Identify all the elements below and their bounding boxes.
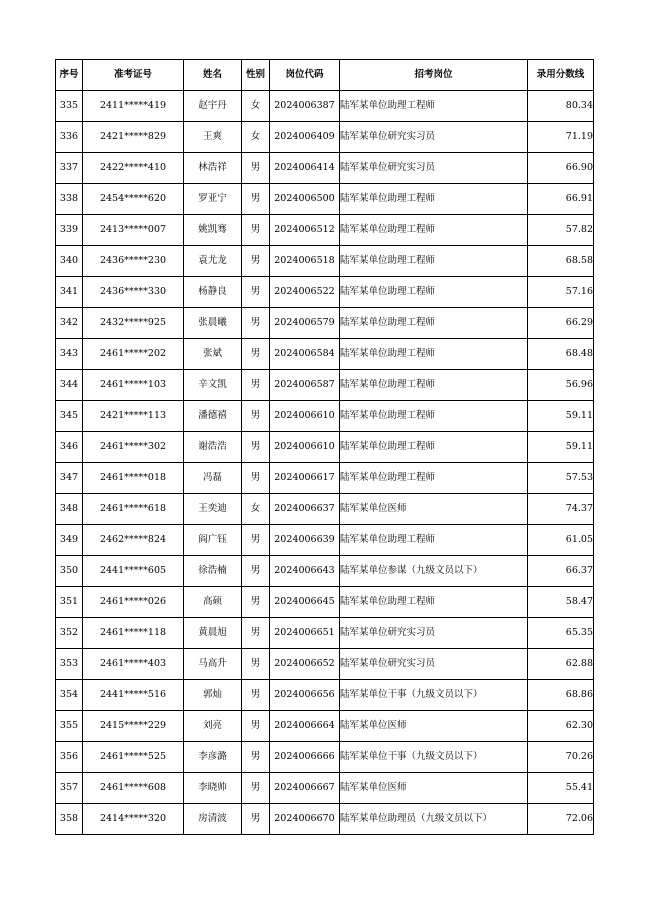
ticket-number-cell: 2454*****620 <box>83 184 184 215</box>
name-cell: 潘德禧 <box>184 401 242 432</box>
position-cell: 陆军某单位研究实习员 <box>340 618 528 649</box>
position-cell: 陆军某单位干事（九级文员以下） <box>340 742 528 773</box>
score-line-cell: 70.26 <box>528 742 594 773</box>
table-row <box>56 711 594 742</box>
serial-cell: 340 <box>56 246 83 277</box>
position-code-cell: 2024006409 <box>270 122 340 153</box>
ticket-number-cell: 2441*****605 <box>83 556 184 587</box>
table-row <box>56 432 594 463</box>
position-cell: 陆军某单位医师 <box>340 773 528 804</box>
serial-cell: 357 <box>56 773 83 804</box>
score-line-cell: 80.34 <box>528 91 594 122</box>
ticket-number-cell: 2422*****410 <box>83 153 184 184</box>
gender-cell: 男 <box>242 277 270 308</box>
ticket-number-cell: 2461*****202 <box>83 339 184 370</box>
name-cell: 徐浩楠 <box>184 556 242 587</box>
score-line-cell: 62.30 <box>528 711 594 742</box>
position-cell: 陆军某单位助理工程师 <box>340 370 528 401</box>
position-cell: 陆军某单位助理工程师 <box>340 401 528 432</box>
position-cell: 陆军某单位助理员（九级文员以下） <box>340 804 528 835</box>
name-cell: 张斌 <box>184 339 242 370</box>
position-code-cell: 2024006617 <box>270 463 340 494</box>
ticket-number-cell: 2461*****525 <box>83 742 184 773</box>
serial-cell: 348 <box>56 494 83 525</box>
position-cell: 陆军某单位助理工程师 <box>340 91 528 122</box>
position-cell: 陆军某单位助理工程师 <box>340 339 528 370</box>
name-cell: 冯磊 <box>184 463 242 494</box>
table-row <box>56 370 594 401</box>
ticket-number-cell: 2432*****925 <box>83 308 184 339</box>
position-code-cell: 2024006664 <box>270 711 340 742</box>
gender-cell: 男 <box>242 711 270 742</box>
score-line-cell: 57.53 <box>528 463 594 494</box>
score-line-cell: 66.90 <box>528 153 594 184</box>
score-line-cell: 65.35 <box>528 618 594 649</box>
score-line-cell: 66.91 <box>528 184 594 215</box>
name-cell: 袁尤龙 <box>184 246 242 277</box>
ticket-number-cell: 2421*****829 <box>83 122 184 153</box>
serial-cell: 342 <box>56 308 83 339</box>
ticket-number-cell: 2415*****229 <box>83 711 184 742</box>
ticket-number-cell: 2461*****403 <box>83 649 184 680</box>
table-row <box>56 773 594 804</box>
serial-cell: 358 <box>56 804 83 835</box>
score-line-cell: 66.37 <box>528 556 594 587</box>
serial-cell: 350 <box>56 556 83 587</box>
position-code-cell: 2024006387 <box>270 91 340 122</box>
table-row <box>56 246 594 277</box>
gender-cell: 女 <box>242 122 270 153</box>
position-code-cell: 2024006670 <box>270 804 340 835</box>
table-row <box>56 463 594 494</box>
name-cell: 刘亮 <box>184 711 242 742</box>
gender-cell: 男 <box>242 401 270 432</box>
table-row <box>56 339 594 370</box>
table-header-row <box>56 60 594 91</box>
name-cell: 辛文凯 <box>184 370 242 401</box>
gender-cell: 男 <box>242 618 270 649</box>
gender-cell: 男 <box>242 742 270 773</box>
name-cell: 王奕迪 <box>184 494 242 525</box>
score-line-cell: 66.29 <box>528 308 594 339</box>
ticket-number-cell: 2421*****113 <box>83 401 184 432</box>
gender-cell: 女 <box>242 91 270 122</box>
serial-cell: 341 <box>56 277 83 308</box>
serial-cell: 344 <box>56 370 83 401</box>
position-code-cell: 2024006656 <box>270 680 340 711</box>
position-code-cell: 2024006652 <box>270 649 340 680</box>
position-code-cell: 2024006651 <box>270 618 340 649</box>
table-row <box>56 308 594 339</box>
table-row <box>56 556 594 587</box>
position-cell: 陆军某单位研究实习员 <box>340 649 528 680</box>
name-cell: 杨静良 <box>184 277 242 308</box>
position-cell: 陆军某单位助理工程师 <box>340 184 528 215</box>
score-line-cell: 72.06 <box>528 804 594 835</box>
gender-cell: 男 <box>242 153 270 184</box>
ticket-number-cell: 2461*****026 <box>83 587 184 618</box>
header-ticket-number: 准考证号 <box>83 60 184 91</box>
position-code-cell: 2024006584 <box>270 339 340 370</box>
position-cell: 陆军某单位研究实习员 <box>340 122 528 153</box>
serial-cell: 339 <box>56 215 83 246</box>
table-row <box>56 587 594 618</box>
ticket-number-cell: 2462*****824 <box>83 525 184 556</box>
serial-cell: 337 <box>56 153 83 184</box>
score-line-cell: 57.16 <box>528 277 594 308</box>
score-line-cell: 68.48 <box>528 339 594 370</box>
serial-cell: 338 <box>56 184 83 215</box>
header-name: 姓名 <box>184 60 242 91</box>
score-line-cell: 68.86 <box>528 680 594 711</box>
position-cell: 陆军某单位助理工程师 <box>340 432 528 463</box>
gender-cell: 男 <box>242 308 270 339</box>
position-cell: 陆军某单位参谋（九级文员以下） <box>340 556 528 587</box>
gender-cell: 男 <box>242 525 270 556</box>
table-row <box>56 122 594 153</box>
ticket-number-cell: 2461*****608 <box>83 773 184 804</box>
table-row <box>56 184 594 215</box>
serial-cell: 335 <box>56 91 83 122</box>
score-line-cell: 59.11 <box>528 432 594 463</box>
name-cell: 赵宇丹 <box>184 91 242 122</box>
table-row <box>56 401 594 432</box>
gender-cell: 男 <box>242 215 270 246</box>
score-line-cell: 55.41 <box>528 773 594 804</box>
position-code-cell: 2024006522 <box>270 277 340 308</box>
score-line-cell: 59.11 <box>528 401 594 432</box>
gender-cell: 男 <box>242 432 270 463</box>
gender-cell: 女 <box>242 494 270 525</box>
ticket-number-cell: 2441*****516 <box>83 680 184 711</box>
position-cell: 陆军某单位干事（九级文员以下） <box>340 680 528 711</box>
table-row <box>56 804 594 835</box>
position-cell: 陆军某单位助理工程师 <box>340 308 528 339</box>
serial-cell: 351 <box>56 587 83 618</box>
gender-cell: 男 <box>242 246 270 277</box>
position-code-cell: 2024006610 <box>270 432 340 463</box>
header-score-line: 录用分数线 <box>528 60 594 91</box>
serial-cell: 343 <box>56 339 83 370</box>
table-row <box>56 525 594 556</box>
ticket-number-cell: 2461*****018 <box>83 463 184 494</box>
serial-cell: 355 <box>56 711 83 742</box>
serial-cell: 353 <box>56 649 83 680</box>
ticket-number-cell: 2411*****419 <box>83 91 184 122</box>
position-cell: 陆军某单位医师 <box>340 711 528 742</box>
table-body <box>56 91 594 835</box>
header-position: 招考岗位 <box>340 60 528 91</box>
score-line-cell: 56.96 <box>528 370 594 401</box>
name-cell: 王爽 <box>184 122 242 153</box>
table-row <box>56 153 594 184</box>
position-code-cell: 2024006645 <box>270 587 340 618</box>
position-cell: 陆军某单位助理工程师 <box>340 587 528 618</box>
score-line-cell: 58.47 <box>528 587 594 618</box>
table-row <box>56 494 594 525</box>
table-row <box>56 277 594 308</box>
position-code-cell: 2024006667 <box>270 773 340 804</box>
gender-cell: 男 <box>242 587 270 618</box>
ticket-number-cell: 2436*****230 <box>83 246 184 277</box>
score-line-cell: 74.37 <box>528 494 594 525</box>
name-cell: 谢浩浩 <box>184 432 242 463</box>
name-cell: 高硕 <box>184 587 242 618</box>
ticket-number-cell: 2461*****302 <box>83 432 184 463</box>
gender-cell: 男 <box>242 649 270 680</box>
gender-cell: 男 <box>242 804 270 835</box>
ticket-number-cell: 2413*****007 <box>83 215 184 246</box>
score-line-cell: 62.88 <box>528 649 594 680</box>
table-row <box>56 649 594 680</box>
position-code-cell: 2024006643 <box>270 556 340 587</box>
ticket-number-cell: 2461*****103 <box>83 370 184 401</box>
header-position-code: 岗位代码 <box>270 60 340 91</box>
table-row <box>56 680 594 711</box>
header-gender: 性别 <box>242 60 270 91</box>
position-cell: 陆军某单位医师 <box>340 494 528 525</box>
position-code-cell: 2024006587 <box>270 370 340 401</box>
table-row <box>56 91 594 122</box>
header-serial: 序号 <box>56 60 83 91</box>
position-cell: 陆军某单位研究实习员 <box>340 153 528 184</box>
name-cell: 房清波 <box>184 804 242 835</box>
serial-cell: 336 <box>56 122 83 153</box>
table-row <box>56 618 594 649</box>
score-line-cell: 61.05 <box>528 525 594 556</box>
name-cell: 李彦潞 <box>184 742 242 773</box>
name-cell: 罗亚宁 <box>184 184 242 215</box>
position-code-cell: 2024006579 <box>270 308 340 339</box>
position-code-cell: 2024006666 <box>270 742 340 773</box>
ticket-number-cell: 2461*****618 <box>83 494 184 525</box>
position-code-cell: 2024006610 <box>270 401 340 432</box>
serial-cell: 352 <box>56 618 83 649</box>
serial-cell: 347 <box>56 463 83 494</box>
table-row <box>56 742 594 773</box>
gender-cell: 男 <box>242 773 270 804</box>
score-line-cell: 68.58 <box>528 246 594 277</box>
score-line-cell: 71.19 <box>528 122 594 153</box>
table-row <box>56 215 594 246</box>
name-cell: 林浩祥 <box>184 153 242 184</box>
serial-cell: 346 <box>56 432 83 463</box>
gender-cell: 男 <box>242 680 270 711</box>
position-code-cell: 2024006637 <box>270 494 340 525</box>
position-cell: 陆军某单位助理工程师 <box>340 215 528 246</box>
serial-cell: 349 <box>56 525 83 556</box>
position-cell: 陆军某单位助理工程师 <box>340 246 528 277</box>
position-code-cell: 2024006518 <box>270 246 340 277</box>
gender-cell: 男 <box>242 463 270 494</box>
name-cell: 姚凯骞 <box>184 215 242 246</box>
position-cell: 陆军某单位助理工程师 <box>340 525 528 556</box>
gender-cell: 男 <box>242 556 270 587</box>
ticket-number-cell: 2461*****118 <box>83 618 184 649</box>
name-cell: 黄晨旭 <box>184 618 242 649</box>
ticket-number-cell: 2414*****320 <box>83 804 184 835</box>
gender-cell: 男 <box>242 370 270 401</box>
name-cell: 郭灿 <box>184 680 242 711</box>
gender-cell: 男 <box>242 339 270 370</box>
position-code-cell: 2024006639 <box>270 525 340 556</box>
admission-score-table <box>55 59 594 835</box>
position-cell: 陆军某单位助理工程师 <box>340 277 528 308</box>
position-cell: 陆军某单位助理工程师 <box>340 463 528 494</box>
serial-cell: 354 <box>56 680 83 711</box>
serial-cell: 356 <box>56 742 83 773</box>
name-cell: 张晨曦 <box>184 308 242 339</box>
name-cell: 阎广钰 <box>184 525 242 556</box>
ticket-number-cell: 2436*****330 <box>83 277 184 308</box>
name-cell: 李晓帅 <box>184 773 242 804</box>
name-cell: 马高升 <box>184 649 242 680</box>
gender-cell: 男 <box>242 184 270 215</box>
position-code-cell: 2024006414 <box>270 153 340 184</box>
position-code-cell: 2024006500 <box>270 184 340 215</box>
position-code-cell: 2024006512 <box>270 215 340 246</box>
serial-cell: 345 <box>56 401 83 432</box>
score-line-cell: 57.82 <box>528 215 594 246</box>
